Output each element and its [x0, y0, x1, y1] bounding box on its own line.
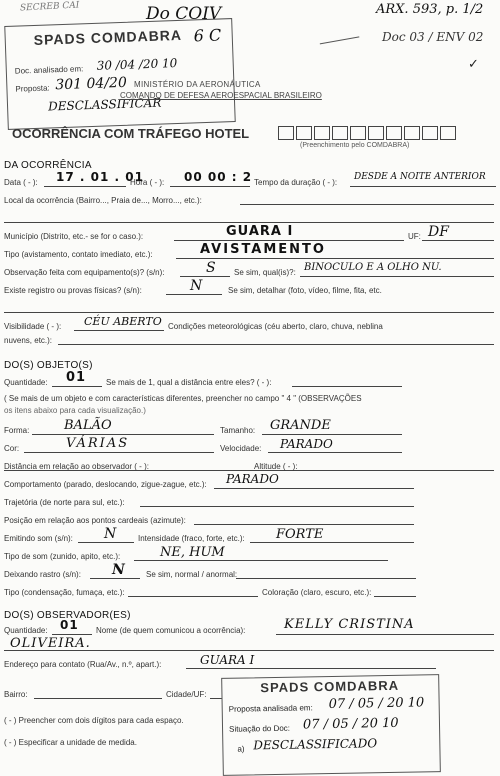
hora-label: Hora ( - ):	[130, 178, 165, 187]
doc-env-note: Doc 03 / ENV 02	[382, 30, 484, 44]
stamp-bottom-proposta-label: Proposta analisada em:	[228, 703, 313, 714]
uf-value[interactable]: DF	[428, 224, 449, 240]
stamp-situacao-value: DESCLASSIFICAR	[47, 95, 162, 114]
tamanho-value[interactable]: GRANDE	[270, 418, 331, 433]
obj-distancia-label: Se mais de 1, qual a distância entre eles? ( - ):	[106, 378, 272, 387]
cor-value[interactable]: VÁRIAS	[66, 436, 130, 451]
cidade-label: Cidade/UF:	[166, 690, 207, 699]
tiposom-value[interactable]: NE, HUM	[160, 545, 225, 560]
registro-extra-line[interactable]	[4, 312, 494, 313]
meteo-label: Condições meteorológicas (céu aberto, claro, chuva, neblina	[168, 322, 383, 331]
velocidade-label: Velocidade:	[220, 444, 262, 453]
stamp-doc-label: Doc. analisado em:	[14, 64, 84, 76]
endereco-value[interactable]: GUARA I	[200, 653, 255, 667]
stamp-hand-mark: 6 C	[193, 25, 222, 46]
form-title: OCORRÊNCIA COM TRÁFEGO HOTEL	[12, 126, 250, 141]
forma-label: Forma:	[4, 426, 30, 435]
rastro-normal-label: Se sim, normal / anormal:	[146, 570, 238, 579]
duracao-value[interactable]: DESDE A NOITE ANTERIOR	[354, 172, 486, 182]
do-coiv-note: Do COIV	[146, 4, 222, 24]
distancia-obs-label: Distância em relação ao observador ( - ):	[4, 462, 149, 471]
visibilidade-value[interactable]: CÉU ABERTO	[84, 315, 162, 328]
check-mark-icon: ✓	[468, 56, 479, 71]
prefill-note: (Preenchimento pelo COMDABRA)	[300, 142, 410, 149]
registro-value[interactable]: N	[190, 278, 203, 294]
prefill-box[interactable]	[368, 126, 384, 140]
altitude-label: Altitude ( - ):	[254, 462, 298, 471]
stamp-proposta-label: Proposta:	[15, 83, 50, 94]
stamp-bottom	[221, 674, 441, 776]
comportamento-value[interactable]: PARADO	[226, 472, 279, 486]
obj-note1: ( Se mais de um objeto e com características diferentes, preencher no campo " 4 " (OBSERVAÇÕES	[4, 394, 362, 403]
stamp-bottom-situacao-label: Situação do Doc:	[228, 723, 291, 734]
section-objects-title: DO(S) OBJETO(S)	[4, 360, 93, 371]
uf-label: UF:	[408, 232, 421, 241]
som-label: Emitindo som (s/n):	[4, 534, 73, 543]
footnote-1: ( - ) Preencher com dois dígitos para cada espaço.	[4, 716, 184, 725]
section-occurrence-title: DA OCORRÊNCIA	[4, 160, 92, 171]
prefill-box[interactable]	[386, 126, 402, 140]
stamp-top-title: SPADS COMDABRA	[33, 26, 183, 48]
intensidade-label: Intensidade (fraco, forte, etc.):	[138, 534, 245, 543]
hora-value[interactable]: 00 00 : 2	[184, 170, 253, 184]
duracao-label: Tempo da duração ( - ):	[254, 178, 338, 187]
prefill-box[interactable]	[404, 126, 420, 140]
top-scribble: SECREB CAI	[19, 0, 80, 14]
obs-quantidade-label: Quantidade:	[4, 626, 48, 635]
prefill-box[interactable]	[296, 126, 312, 140]
tiporastro-label: Tipo (condensação, fumaça, etc.):	[4, 588, 125, 597]
tipo-value[interactable]: AVISTAMENTO	[200, 242, 326, 257]
registro-label: Existe registro ou provas físicas? (s/n):	[4, 286, 142, 295]
tamanho-label: Tamanho:	[220, 426, 256, 435]
prefill-box[interactable]	[314, 126, 330, 140]
stamp-bottom-situacao-value: 07 / 05 / 20 10	[302, 715, 399, 733]
cor-label: Cor:	[4, 444, 20, 453]
stamp-bottom-title: SPADS COMDABRA	[260, 677, 400, 696]
stamp-bottom-a-label: a)	[237, 744, 245, 754]
stamp-top	[4, 18, 235, 130]
obj-note2: os itens abaixo para cada visualização.)	[4, 406, 146, 415]
visibilidade-label: Visibilidade ( - ):	[4, 322, 62, 331]
prefill-box[interactable]	[422, 126, 438, 140]
forma-value[interactable]: BALÃO	[64, 418, 112, 433]
municipio-value[interactable]: GUARA I	[226, 224, 294, 239]
obs-nome-label: Nome (de quem comunicou a ocorrência):	[96, 626, 246, 635]
stamp-proposta-value: 301 04/20	[55, 74, 128, 94]
signature-scribble	[317, 19, 360, 45]
comportamento-label: Comportamento (parado, deslocando, zigue-zague, etc.):	[4, 480, 207, 489]
prefill-box[interactable]	[278, 126, 294, 140]
som-value[interactable]: N	[104, 526, 117, 542]
rastro-value[interactable]: N	[112, 562, 125, 578]
section-observers-title: DO(S) OBSERVADOR(ES)	[4, 610, 131, 621]
bairro-label: Bairro:	[4, 690, 28, 699]
coloracao-label: Coloração (claro, escuro, etc.):	[262, 588, 372, 597]
ministry-line1: MINISTÉRIO DA AERONÁUTICA	[134, 80, 261, 89]
obs-nome-value2[interactable]: OLIVEIRA.	[10, 636, 91, 651]
trajetoria-label: Trajetória (de norte para sul, etc.):	[4, 498, 125, 507]
intensidade-value[interactable]: FORTE	[276, 527, 324, 542]
tiposom-label: Tipo de som (zunido, apito, etc.):	[4, 552, 121, 561]
stamp-bottom-a-value: DESCLASSIFICADO	[253, 736, 378, 753]
footnote-2: ( - ) Especificar a unidade de medida.	[4, 738, 137, 747]
obj-quantidade-label: Quantidade:	[4, 378, 48, 387]
meteo-label2: nuvens, etc.):	[4, 336, 53, 345]
data-label: Data ( - ):	[4, 178, 38, 187]
stamp-doc-value: 30 /04 /20 10	[96, 55, 178, 73]
sesim-label: Se sim, qual(is)?:	[234, 268, 296, 277]
arx-reference: ARX. 593, p. 1/2	[376, 2, 484, 17]
obj-quantidade-value[interactable]: 01	[66, 370, 87, 385]
sesim-value[interactable]: BINOCULO E A OLHO NU.	[304, 262, 442, 273]
observacao-label: Observação feita com equipamento(s)? (s/n):	[4, 268, 165, 277]
registro-detail: Se sim, detalhar (foto, vídeo, filme, fita, etc.	[228, 286, 382, 295]
prefill-box[interactable]	[350, 126, 366, 140]
obs-quantidade-value[interactable]: 01	[60, 618, 79, 632]
municipio-label: Município (Distrito, etc.- se for o caso.):	[4, 232, 144, 241]
posicao-label: Posição em relação aos pontos cardeais (azimute):	[4, 516, 186, 525]
observacao-value[interactable]: S	[206, 260, 216, 276]
stamp-bottom-proposta-value: 07 / 05 / 20 10	[328, 695, 425, 713]
tipo-label: Tipo (avistamento, contato imediato, etc.):	[4, 250, 153, 259]
local-label: Local da ocorrência (Bairro..., Praia de..., Morro..., etc.):	[4, 196, 202, 205]
rastro-label: Deixando rastro (s/n):	[4, 570, 81, 579]
prefill-box[interactable]	[440, 126, 456, 140]
ministry-line2: COMANDO DE DEFESA AEROESPACIAL BRASILEIRO	[120, 91, 322, 100]
obs-nome-value[interactable]: KELLY CRISTINA	[284, 617, 415, 632]
local-extra-line[interactable]	[4, 222, 494, 223]
endereco-label: Endereço para contato (Rua/Av., n.º, apart.):	[4, 660, 162, 669]
prefill-box[interactable]	[332, 126, 348, 140]
data-value[interactable]: 17 . 01 . 01	[56, 170, 144, 184]
velocidade-value[interactable]: PARADO	[280, 437, 333, 451]
